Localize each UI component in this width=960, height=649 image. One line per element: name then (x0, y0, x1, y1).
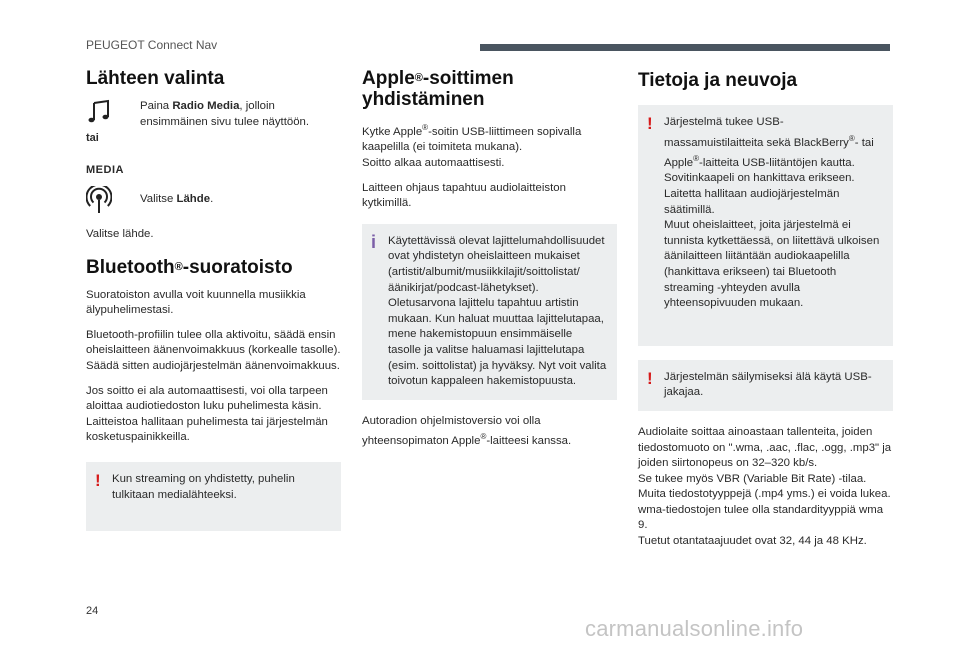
header-bar (480, 44, 890, 51)
radio-source-icon (86, 186, 112, 214)
info-icon: i (371, 231, 377, 252)
warn1-a (664, 115, 883, 187)
warning-text: Kun streaming on yhdistetty, puhelin tulkitaan medialähteeksi. (112, 472, 295, 501)
choose-source-text: Valitse lähde. (86, 228, 154, 240)
source-label: Lähde (176, 193, 211, 205)
bt-p3b: Laitteistoa hallitaan puhelimesta tai järjestelmän kosketuspainikkeilla. (86, 415, 328, 444)
step2-post: . (210, 193, 214, 205)
apple-heading-a: Apple (362, 68, 415, 89)
warn1-c: Muut oheislaitteet, joita järjestelmä ei tunnista kytkettäessä, on liitettävä ulkoisen äänilaitteen liitäntään audiokaapelilla (hankittava erikseen) tai Bluetooth streaming -yhteyden avulla yhteensopivuuden mukaan. (664, 219, 880, 310)
bt-p2a: Bluetooth-profiilin tulee olla aktivoitu, säädä ensin oheislaitteen äänenvoimakkuus (korkealle tasolle). (86, 328, 341, 357)
warn1-a-sup2: ® (693, 153, 700, 163)
step-select-source (86, 186, 341, 217)
step2-text (140, 186, 213, 208)
bt-p3a: Jos soitto ei ala automaattisesti, voi olla tarpeen aloittaa audiotiedoston luku puhelimesta käsin. (86, 384, 328, 413)
or-label: tai (86, 132, 99, 144)
source-icon-cell (86, 186, 140, 217)
apple-p3-post: -laitteesi kanssa. (486, 435, 572, 448)
step1-text (140, 99, 341, 130)
step-icons (86, 99, 140, 176)
column-apple-player (362, 68, 617, 459)
warn1-b: Laitetta hallitaan audiojärjestelmän säätimillä. (664, 187, 840, 216)
tips-p2: Se tukee myös VBR (Variable Bit Rate) -tilaa. (638, 472, 867, 485)
bt-paragraph-1: Suoratoiston avulla voit kuunnella musiikkia älypuhelimestasi. (86, 288, 306, 317)
heading-apple-player (362, 68, 617, 110)
heading-bluetooth-streaming (86, 257, 341, 278)
apple-heading-c: yhdistäminen (362, 89, 485, 110)
warning-icon: ! (647, 368, 653, 388)
info-text-a: Käytettävissä olevat lajittelumahdollisuudet ovat yhdistetyn oheislaitteen mukaiset (artistit/albumit/musiikkilajit/soittolistat/äänikirjat/podcast-lähetykset). (388, 234, 605, 294)
tips-p5: Tuetut otantataajuudet ovat 32, 44 ja 48 KHz. (638, 535, 867, 548)
step-radio-media (86, 99, 341, 176)
media-button-label: MEDIA (86, 164, 124, 176)
warn2-text: Järjestelmän säilymiseksi älä käytä USB-jakajaa. (664, 370, 872, 399)
watermark: carmanualsonline.info (585, 616, 804, 641)
column-source-selection (86, 68, 341, 545)
page-number: 24 (86, 605, 99, 617)
apple-p1-post: -soitin USB-liittimeen sopivalla kaapelilla (ei toimiteta mukana). (362, 125, 582, 154)
tips-p4: wma-tiedostojen tulee olla standardityyppiä wma 9. (638, 503, 884, 532)
step1-pre: Paina (140, 100, 173, 112)
apple-heading-sup: ® (414, 72, 423, 84)
apple-p3-pre: Autoradion ohjelmistoversio voi olla yhteensopimaton Apple (362, 414, 541, 448)
bt-paragraph-3 (86, 384, 341, 446)
warning-box-usb-hub (638, 360, 893, 411)
warn1-a-mid: - tai Apple (664, 136, 874, 169)
running-header: PEUGEOT Connect Nav (86, 38, 218, 52)
apple-heading-b: -soittimen (422, 68, 514, 89)
apple-paragraph-2: Laitteen ohjaus tapahtuu audiolaitteiston kytkimillä. (362, 181, 566, 210)
tips-p3: Muita tiedostotyyppejä (.mp4 yms.) ei voida lukea. (638, 488, 891, 501)
column-tips (638, 68, 893, 559)
bt-p2b: Säädä sitten audiojärjestelmän äänenvoimakkuus. (86, 359, 340, 372)
step2-pre: Valitse (140, 193, 177, 205)
bt-heading-b: -suoratoisto (182, 256, 293, 278)
warning-icon: ! (95, 470, 101, 490)
info-text-b: Oletusarvona lajittelu tapahtuu artistin mukaan. Kun haluat muuttaa lajittelutapaa, mene hakemistopuun ensimmäiselle tasolle ja valitse haluamasi lajittelutapa (esim. soittolistat) ja hyväksy. Nyt voit valita toivotun kappaleen hakemistopuusta. (388, 297, 607, 388)
bt-paragraph-2 (86, 328, 341, 375)
warn1-a-post: -laitteita USB-liitäntöjen kautta. Sovitinkaapeli on hankittava erikseen. (664, 156, 855, 185)
apple-paragraph-3 (362, 414, 617, 450)
warning-icon: ! (647, 114, 653, 133)
tips-p1: Audiolaite soittaa ainoastaan tallenteita, joiden tiedostomuoto on ".wma, .aac, .flac, .ogg, .mp3" ja joiden siirtonopeus on 32–320 kb/s. (638, 425, 892, 470)
warning-box-usb (638, 105, 893, 346)
warning-box-streaming (86, 462, 341, 531)
apple-p1-pre: Kytke Apple (362, 125, 423, 138)
radio-media-label: Radio Media (172, 100, 240, 112)
heading-tips: Tietoja ja neuvoja (638, 70, 798, 91)
step1-post: , jolloin ensimmäinen sivu tulee näyttöön. (140, 100, 310, 128)
heading-source-selection: Lähteen valinta (86, 68, 225, 89)
apple-p1-sup: ® (422, 123, 429, 132)
apple-p3-sup: ® (480, 432, 487, 442)
apple-paragraph-1 (362, 120, 617, 172)
tips-formats (638, 425, 893, 550)
apple-p1b: Soitto alkaa automaattisesti. (362, 156, 505, 169)
warn1-a-pre: Järjestelmä tukee USB-massamuistilaitteita sekä BlackBerry (664, 116, 849, 149)
bt-heading-a: Bluetooth (86, 256, 175, 278)
bt-heading-sup: ® (174, 260, 183, 273)
music-note-icon (86, 99, 112, 125)
info-box-sorting (362, 224, 617, 400)
warn1-a-sup1: ® (848, 133, 855, 143)
